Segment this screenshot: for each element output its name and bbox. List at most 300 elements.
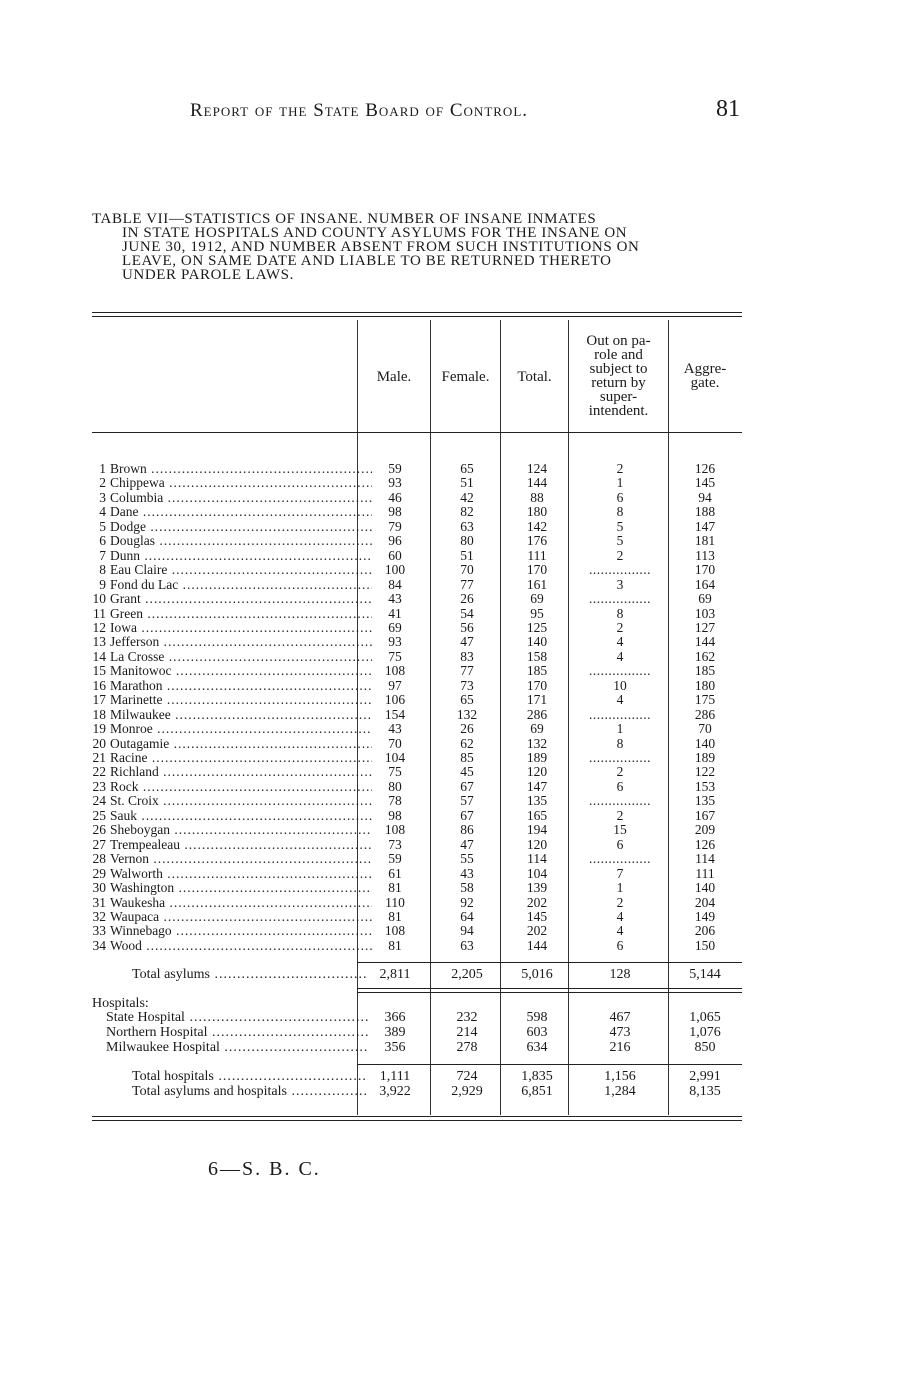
cell-parole: 10 (613, 677, 627, 693)
cell-male: 73 (388, 836, 402, 852)
cell-total: 170 (526, 562, 548, 578)
cell-male: 366 (384, 1010, 406, 1025)
cell-aggregate: 149 (694, 908, 716, 924)
cell-total: 161 (526, 576, 548, 592)
cell-female: 63 (460, 937, 474, 953)
cell-total: 603 (526, 1025, 548, 1040)
cell-male: 80 (388, 778, 402, 794)
cell-total: 140 (526, 634, 548, 650)
cell-aggregate: 111 (695, 865, 715, 881)
cell-parole (570, 563, 670, 577)
table-row (92, 491, 742, 505)
row-number: 31 (92, 894, 106, 910)
table-row (92, 809, 742, 823)
table-row (92, 549, 742, 563)
cell-total: 69 (530, 721, 544, 737)
table-row (92, 679, 742, 693)
row-number: 33 (92, 923, 106, 939)
cell-aggregate: 209 (694, 822, 716, 838)
cell-parole: 1 (616, 475, 624, 491)
column-header-parole-line: return by (591, 375, 646, 391)
table-row (92, 881, 742, 895)
column-header-parole-line: intendent. (588, 403, 649, 419)
cell-parole: 1 (616, 721, 624, 737)
cell-parole: 2 (616, 764, 624, 780)
row-number: 6 (99, 533, 106, 549)
cell-aggregate: 126 (694, 836, 716, 852)
cell-male: 84 (388, 576, 402, 592)
table-row (92, 534, 742, 548)
cell-parole: 5 (616, 518, 624, 534)
cell-total: 180 (526, 504, 548, 520)
cell-male: 93 (388, 475, 402, 491)
cell-parole: 5 (616, 533, 624, 549)
row-number: 5 (99, 518, 106, 534)
caption-line: LEAVE, ON SAME DATE AND LIABLE TO BE RETURNED THERETO (122, 253, 612, 269)
cell-total: 125 (526, 619, 548, 635)
county-name: Brown ..... (110, 462, 372, 476)
row-number: 18 (92, 706, 106, 722)
total-asylums-male: 2,811 (379, 967, 411, 982)
cell-female: 70 (460, 562, 474, 578)
county-name: Grant ..... (110, 592, 372, 606)
caption-line: IN STATE HOSPITALS AND COUNTY ASYLUMS FOR THE INSANE ON (122, 225, 628, 241)
column-header-parole-line: subject to (589, 361, 648, 377)
cell-aggregate: 180 (694, 677, 716, 693)
cell-aggregate: 127 (694, 619, 716, 635)
cell-male: 154 (384, 706, 406, 722)
row-number: 21 (92, 750, 106, 765)
hospital-name: Milwaukee Hospital ..... (106, 1041, 368, 1055)
county-name: Outagamie ..... (110, 737, 372, 751)
cell-aggregate: 164 (694, 576, 716, 592)
cell-aggregate: 189 (694, 750, 716, 765)
cell-male: 60 (388, 547, 402, 563)
table-row (92, 520, 742, 534)
cell-male: 81 (388, 880, 402, 896)
cell-female: 47 (460, 836, 474, 852)
county-name: Waupaca ..... (110, 910, 372, 924)
cell-male: 59 (388, 851, 402, 867)
table-row (92, 852, 742, 866)
total-hospitals-label: Total hospitals ..... (132, 1070, 368, 1084)
cell-aggregate: 145 (694, 475, 716, 491)
table-row (92, 693, 742, 707)
header-bottom-rule (92, 432, 742, 433)
cell-aggregate: 144 (694, 634, 716, 650)
cell-female: 43 (460, 865, 474, 881)
cell-aggregate: 113 (695, 547, 715, 563)
row-number: 1 (99, 461, 106, 476)
cell-female: 214 (456, 1025, 478, 1040)
table-row (92, 650, 742, 664)
cell-total: 114 (527, 851, 547, 867)
cell-parole: 8 (616, 504, 624, 520)
cell-parole (570, 664, 670, 678)
row-number: 2 (99, 475, 106, 491)
county-name: Washington ..... (110, 881, 372, 895)
row-number: 24 (92, 793, 106, 809)
cell-male: 59 (388, 461, 402, 476)
table-top-rule (92, 312, 742, 313)
cell-parole: 4 (616, 692, 624, 708)
cell-male: 70 (388, 735, 402, 751)
cell-total: 144 (526, 475, 548, 491)
row-number: 7 (99, 547, 106, 563)
cell-total: 132 (526, 735, 548, 751)
table-row (92, 664, 742, 678)
cell-male: 108 (384, 923, 406, 939)
county-name: Iowa ..... (110, 621, 372, 635)
table-row (92, 794, 742, 808)
column-header-parole-line: role and (594, 347, 643, 363)
cell-male: 69 (388, 619, 402, 635)
county-name: Trempealeau ..... (110, 838, 372, 852)
row-number: 27 (92, 836, 106, 852)
cell-female: 47 (460, 634, 474, 650)
cell-total: 158 (526, 648, 548, 664)
cell-parole (570, 852, 670, 866)
cell-male: 389 (384, 1025, 406, 1040)
total-asylums-total: 5,016 (521, 967, 553, 982)
total-hospitals-male: 1,111 (379, 1069, 411, 1084)
cell-parole: 4 (616, 908, 624, 924)
cell-parole: 2 (616, 894, 624, 910)
row-number: 11 (93, 605, 106, 621)
total-all-female: 2,929 (451, 1084, 483, 1099)
subtotal-rule (357, 962, 742, 963)
table-row (92, 592, 742, 606)
row-number: 19 (92, 721, 106, 737)
page-header (190, 96, 740, 122)
county-name: Milwaukee ..... (110, 708, 372, 722)
total-asylums-row (92, 968, 742, 983)
county-name: Manitowoc ..... (110, 664, 372, 678)
cell-female: 62 (460, 735, 474, 751)
cell-aggregate: 70 (698, 721, 712, 737)
cell-male: 108 (384, 822, 406, 838)
cell-parole: 6 (616, 836, 624, 852)
column-header-parole-line: super- (599, 389, 638, 405)
cell-male: 81 (388, 937, 402, 953)
cell-aggregate: 140 (694, 880, 716, 896)
row-number: 8 (99, 562, 106, 578)
cell-parole: 467 (609, 1010, 631, 1025)
table-row (92, 722, 742, 736)
table-bottom-rule (92, 1116, 742, 1117)
hospital-name: Northern Hospital ..... (106, 1026, 368, 1040)
county-name: La Crosse ..... (110, 650, 372, 664)
cell-male: 79 (388, 518, 402, 534)
table-row (92, 780, 742, 794)
cell-aggregate: 167 (694, 807, 716, 823)
county-name: Marinette ..... (110, 693, 372, 707)
cell-female: 132 (456, 706, 478, 722)
page-footer: 6—S. B. C. (208, 1158, 321, 1180)
total-asylums-aggregate: 5,144 (689, 967, 721, 982)
cell-aggregate: 103 (694, 605, 716, 621)
cell-aggregate: 150 (694, 937, 716, 953)
row-number: 29 (92, 865, 106, 881)
cell-aggregate: 122 (694, 764, 716, 780)
cell-male: 93 (388, 634, 402, 650)
cell-female: 54 (460, 605, 474, 621)
cell-female: 57 (460, 793, 474, 809)
cell-total: 111 (527, 547, 547, 563)
total-asylums-label: Total asylums ..... (132, 968, 368, 982)
hospital-row (92, 1041, 742, 1056)
column-header-female: Female. (441, 369, 490, 385)
cell-parole: 4 (616, 634, 624, 650)
cell-aggregate: 204 (694, 894, 716, 910)
cell-aggregate: 140 (694, 735, 716, 751)
cell-total: 69 (530, 591, 544, 607)
row-number: 25 (92, 807, 106, 823)
cell-female: 51 (460, 475, 474, 491)
total-hospitals-parole: 1,156 (604, 1069, 636, 1084)
row-number: 14 (92, 648, 106, 664)
county-name: Douglas ..... (110, 534, 372, 548)
cell-female: 94 (460, 923, 474, 939)
cell-male: 98 (388, 504, 402, 520)
cell-aggregate: 286 (694, 706, 716, 722)
cell-parole: 2 (616, 619, 624, 635)
column-header-total: Total. (517, 369, 552, 385)
cell-female: 86 (460, 822, 474, 838)
hospital-total-rule (357, 1064, 742, 1065)
row-number: 10 (92, 591, 106, 607)
total-hospitals-total: 1,835 (521, 1069, 553, 1084)
cell-aggregate: 188 (694, 504, 716, 520)
cell-aggregate: 170 (694, 562, 716, 578)
cell-aggregate: 69 (698, 591, 712, 607)
county-name: St. Croix ..... (110, 794, 372, 808)
table-row (92, 476, 742, 490)
county-name: Richland ..... (110, 765, 372, 779)
cell-male: 61 (388, 865, 402, 881)
county-name: Eau Claire ..... (110, 563, 372, 577)
total-all-row (92, 1085, 742, 1100)
cell-total: 176 (526, 533, 548, 549)
cell-aggregate: 185 (694, 663, 716, 679)
cell-aggregate: 135 (694, 793, 716, 809)
column-header-aggregate-line: gate. (690, 375, 720, 391)
county-name: Winnebago ..... (110, 924, 372, 938)
cell-total: 145 (526, 908, 548, 924)
cell-aggregate: 1,065 (689, 1010, 721, 1025)
cell-parole: 8 (616, 605, 624, 621)
subtotal-double-rule (357, 988, 742, 989)
county-name: Vernon ..... (110, 852, 372, 866)
table-row (92, 823, 742, 837)
table-row (92, 765, 742, 779)
subtotal-double-rule (357, 992, 742, 993)
row-number: 13 (92, 634, 106, 650)
cell-female: 83 (460, 648, 474, 664)
caption-line: JUNE 30, 1912, AND NUMBER ABSENT FROM SUCH INSTITUTIONS ON (122, 239, 640, 255)
table-row (92, 563, 742, 577)
county-name: Racine ..... (110, 751, 372, 765)
cell-total: 144 (526, 937, 548, 953)
table-row (92, 462, 742, 476)
cell-total: 170 (526, 677, 548, 693)
cell-aggregate: 162 (694, 648, 716, 664)
total-asylums-parole: 128 (609, 967, 631, 982)
table-row (92, 924, 742, 938)
column-header-aggregate (669, 362, 741, 390)
cell-female: 65 (460, 461, 474, 476)
total-hospitals-row (92, 1070, 742, 1085)
cell-female: 85 (460, 750, 474, 765)
cell-total: 139 (526, 880, 548, 896)
cell-male: 75 (388, 648, 402, 664)
hospital-name: State Hospital ..... (106, 1011, 368, 1025)
cell-aggregate: 1,076 (689, 1025, 721, 1040)
table-row (92, 635, 742, 649)
table-row (92, 939, 742, 953)
cell-total: 135 (526, 793, 548, 809)
column-header-parole (569, 334, 668, 418)
cell-parole (570, 794, 670, 808)
row-number: 9 (99, 576, 106, 592)
row-number: 30 (92, 880, 106, 896)
cell-total: 120 (526, 836, 548, 852)
county-name: Sauk ..... (110, 809, 372, 823)
table-row (92, 607, 742, 621)
row-number: 22 (92, 764, 106, 780)
cell-aggregate: 181 (694, 533, 716, 549)
cell-parole: 7 (616, 865, 624, 881)
total-all-aggregate: 8,135 (689, 1084, 721, 1099)
cell-male: 75 (388, 764, 402, 780)
column-header-male: Male. (376, 369, 412, 385)
caption-line: TABLE VII—STATISTICS OF INSANE. NUMBER OF INSANE INMATES (92, 211, 597, 227)
cell-female: 64 (460, 908, 474, 924)
county-name: Wood ..... (110, 939, 372, 953)
county-name: Dane ..... (110, 505, 372, 519)
cell-female: 80 (460, 533, 474, 549)
total-all-total: 6,851 (521, 1084, 553, 1099)
cell-aggregate: 114 (695, 851, 715, 867)
cell-total: 171 (526, 692, 548, 708)
row-number: 17 (92, 692, 106, 708)
cell-parole: 3 (616, 576, 624, 592)
cell-male: 43 (388, 591, 402, 607)
hospital-row (92, 1011, 742, 1026)
cell-parole: 4 (616, 648, 624, 664)
cell-total: 598 (526, 1010, 548, 1025)
county-name: Marathon ..... (110, 679, 372, 693)
cell-parole: 15 (613, 822, 627, 838)
cell-female: 67 (460, 778, 474, 794)
row-number: 3 (99, 489, 106, 505)
cell-female: 73 (460, 677, 474, 693)
cell-aggregate: 175 (694, 692, 716, 708)
cell-female: 45 (460, 764, 474, 780)
cell-male: 110 (385, 894, 405, 910)
row-number: 15 (92, 663, 106, 679)
column-header-aggregate-line: Aggre- (683, 361, 727, 377)
cell-total: 189 (526, 750, 548, 765)
county-name: Dunn ..... (110, 549, 372, 563)
county-name: Waukesha ..... (110, 896, 372, 910)
cell-female: 67 (460, 807, 474, 823)
cell-female: 77 (460, 576, 474, 592)
cell-aggregate: 850 (694, 1040, 716, 1055)
cell-female: 82 (460, 504, 474, 520)
row-number: 16 (92, 677, 106, 693)
cell-female: 58 (460, 880, 474, 896)
cell-parole: 1 (616, 880, 624, 896)
cell-male: 104 (384, 750, 406, 765)
cell-female: 77 (460, 663, 474, 679)
cell-female: 278 (456, 1040, 478, 1055)
table-row (92, 578, 742, 592)
cell-parole: 4 (616, 923, 624, 939)
row-number: 26 (92, 822, 106, 838)
cell-total: 202 (526, 894, 548, 910)
total-all-male: 3,922 (379, 1084, 411, 1099)
cell-total: 142 (526, 518, 548, 534)
cell-total: 104 (526, 865, 548, 881)
cell-total: 88 (530, 489, 544, 505)
county-name: Rock ..... (110, 780, 372, 794)
cell-male: 78 (388, 793, 402, 809)
county-name: Chippewa ..... (110, 476, 372, 490)
table-row (92, 838, 742, 852)
cell-female: 56 (460, 619, 474, 635)
total-hospitals-aggregate: 2,991 (689, 1069, 721, 1084)
table-row (92, 896, 742, 910)
table-row (92, 708, 742, 722)
cell-parole: 6 (616, 937, 624, 953)
caption-line: UNDER PAROLE LAWS. (122, 267, 294, 283)
cell-male: 98 (388, 807, 402, 823)
cell-male: 97 (388, 677, 402, 693)
cell-total: 124 (526, 461, 548, 476)
cell-parole: 2 (616, 807, 624, 823)
cell-female: 42 (460, 489, 474, 505)
county-name: Columbia ..... (110, 491, 372, 505)
cell-male: 100 (384, 562, 406, 578)
row-number: 32 (92, 908, 106, 924)
cell-parole (570, 751, 670, 765)
row-number: 28 (92, 851, 106, 867)
row-number: 34 (92, 937, 106, 953)
row-number: 23 (92, 778, 106, 794)
cell-total: 120 (526, 764, 548, 780)
cell-aggregate: 126 (694, 461, 716, 476)
table-row (92, 621, 742, 635)
cell-male: 356 (384, 1040, 406, 1055)
total-all-parole: 1,284 (604, 1084, 636, 1099)
cell-female: 65 (460, 692, 474, 708)
cell-female: 26 (460, 591, 474, 607)
table-bottom-rule (92, 1120, 742, 1121)
cell-male: 106 (384, 692, 406, 708)
cell-parole: 2 (616, 461, 624, 476)
county-name: Jefferson ..... (110, 635, 372, 649)
cell-total: 185 (526, 663, 548, 679)
cell-parole: 473 (609, 1025, 631, 1040)
cell-male: 43 (388, 721, 402, 737)
table-row (92, 910, 742, 924)
cell-parole: 6 (616, 489, 624, 505)
cell-parole: 6 (616, 778, 624, 794)
cell-parole (570, 592, 670, 606)
county-name: Fond du Lac ..... (110, 578, 372, 592)
cell-total: 286 (526, 706, 548, 722)
